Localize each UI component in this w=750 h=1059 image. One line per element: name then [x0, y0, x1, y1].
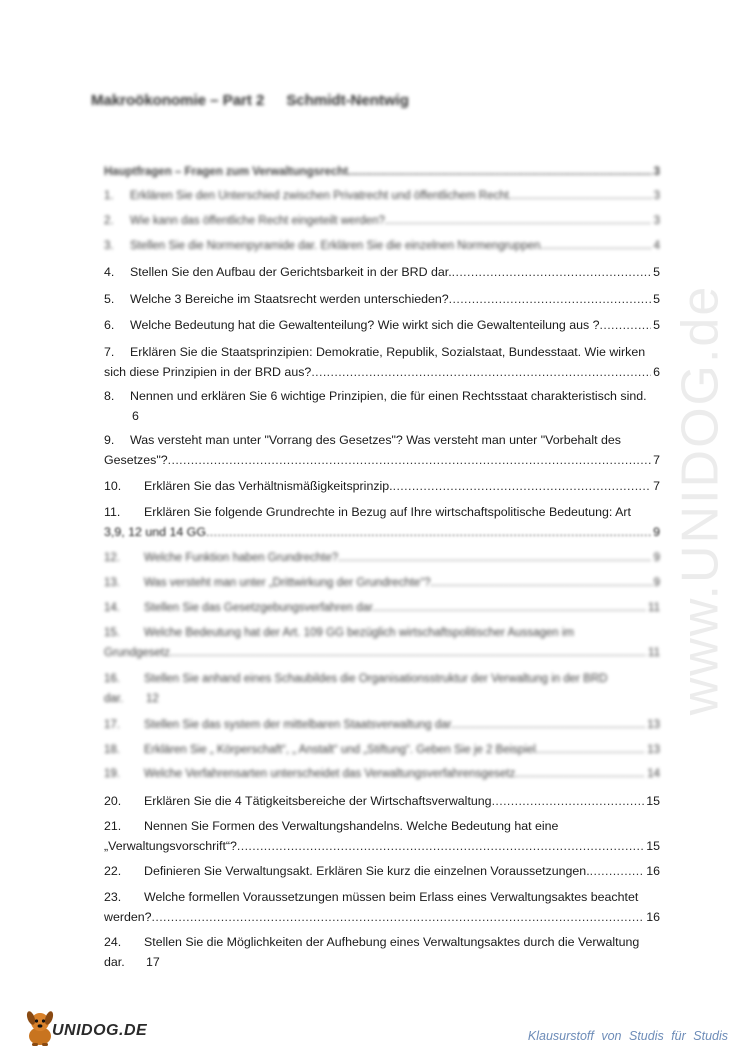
toc-entry-text: Stellen Sie die Normenpyramide dar. Erklären Sie die einzelnen Normengruppen [130, 240, 541, 252]
toc-entry-number: 12. [104, 552, 120, 564]
toc-page-number: 5 [653, 265, 660, 279]
toc-entry-number: 22. [104, 864, 122, 878]
toc-entry-22[interactable] [104, 861, 660, 881]
toc-page-number: 11 [648, 602, 660, 614]
toc-entry-number: 11. [104, 505, 121, 519]
toc-entry-text: Stellen Sie anhand eines Schaubildes die Organisationsstruktur der Verwaltung in der BRD [144, 673, 608, 685]
toc-page-number: 5 [653, 318, 660, 332]
dot-leader [600, 315, 652, 335]
toc-entry-2[interactable] [104, 211, 660, 231]
logo-text: UNIDOG.DE [52, 1022, 148, 1039]
toc-page-number: 6 [132, 409, 139, 423]
dot-leader [170, 643, 646, 663]
dot-leader [449, 289, 651, 309]
toc-entry-3[interactable] [104, 236, 660, 256]
dot-leader [540, 236, 651, 256]
toc-entry-6[interactable] [104, 315, 660, 335]
toc-entry-21[interactable] [104, 816, 660, 856]
toc-entry-number: 5. [104, 292, 115, 306]
toc-entry-text: Welche 3 Bereiche im Staatsrecht werden unterschieden? [130, 292, 449, 306]
toc-entry-text: Erklären Sie den Unterschied zwischen Privatrecht und öffentlichem Recht [130, 190, 509, 202]
toc-page-number: 9 [653, 525, 660, 539]
footer-tagline: Klausurstoff von Studis für Studis [527, 1029, 728, 1043]
toc-entry-number: 9. [104, 433, 115, 447]
toc-page-number: 13 [647, 719, 660, 731]
toc-entry-number: 24. [104, 935, 122, 949]
toc-entry-number: 8. [104, 389, 115, 403]
toc-entry-5[interactable] [104, 289, 660, 309]
dot-leader [311, 362, 651, 382]
toc-entry-23[interactable] [104, 887, 660, 927]
toc-entry-14[interactable] [104, 598, 660, 618]
toc-entry-text: Stellen Sie das Gesetzgebungsverfahren dar [144, 602, 373, 614]
dot-leader [338, 548, 651, 568]
document-title [91, 92, 409, 109]
toc-entry-text: Erklären Sie das Verhältnismäßigkeitsprinzip. [144, 479, 393, 493]
toc-entry-number: 19. [104, 768, 120, 780]
toc-entry-12[interactable] [104, 548, 660, 568]
toc-entry-text: Stellen Sie die Möglichkeiten der Aufhebung eines Verwaltungsaktes durch die Verwaltung [144, 935, 640, 949]
toc-page-number: 16 [646, 864, 660, 878]
toc-entry-text: Erklären Sie „ Körperschaft“, „ Anstalt“ und „Stiftung“. Geben Sie je 2 Beispiel [144, 744, 536, 756]
author-text: Schmidt-Nentwig [286, 92, 409, 109]
dot-leader [206, 522, 651, 542]
dot-leader [451, 715, 645, 735]
toc-entry-continuation: Grundgesetz [104, 647, 170, 659]
toc-entry-9[interactable] [104, 430, 660, 470]
toc-entry-number: 4. [104, 265, 115, 279]
dot-leader [431, 573, 652, 593]
toc-entry-continuation: dar. [104, 955, 125, 969]
toc-page-number: 13 [647, 744, 660, 756]
toc-page-number: 4 [653, 240, 660, 252]
toc-page-number: 3 [653, 215, 660, 227]
toc-entry-11[interactable] [104, 502, 660, 542]
toc-entry-text: Definieren Sie Verwaltungsakt. Erklären Sie kurz die einzelnen Voraussetzungen. [144, 864, 590, 878]
toc-page-number: 17 [146, 955, 160, 969]
toc-entry-16[interactable] [104, 669, 660, 709]
toc-entry-number: 17. [104, 719, 120, 731]
dot-leader [393, 476, 651, 496]
dot-leader [348, 162, 651, 182]
toc-page-number: 7 [653, 479, 660, 493]
toc-entry-text: Welche Bedeutung hat die Gewaltenteilung? Wie wirkt sich die Gewaltenteilung aus ? [130, 318, 600, 332]
dot-leader [492, 791, 645, 811]
toc-entry-text: Welche Funktion haben Grundrechte? [144, 552, 339, 564]
toc-entry-text: Erklären Sie die 4 Tätigkeitsbereiche der Wirtschaftsverwaltung [144, 794, 492, 808]
toc-entry-18[interactable] [104, 740, 660, 760]
toc-entry-15[interactable] [104, 623, 660, 663]
toc-entry-1[interactable] [104, 186, 660, 206]
toc-entry-8[interactable] [104, 386, 660, 426]
dot-leader [152, 907, 645, 927]
toc-page-number: 6 [653, 365, 660, 379]
toc-entry-text: Stellen Sie das system der mittelbaren Staatsverwaltung dar [144, 719, 452, 731]
toc-entry-17[interactable] [104, 715, 660, 735]
toc-page-number: 15 [646, 839, 660, 853]
toc-entry-text: Nennen und erklären Sie 6 wichtige Prinzipien, die für einen Rechtsstaat charakteristisch sind. [130, 389, 647, 403]
toc-entry-text: Stellen Sie den Aufbau der Gerichtsbarkeit in der BRD dar. [130, 265, 452, 279]
toc-entry-text: Welche Verfahrensarten unterscheidet das Verwaltungsverfahrensgesetz [144, 768, 516, 780]
dot-leader [452, 262, 651, 282]
toc-entry-text: Welche Bedeutung hat der Art. 109 GG bezüglich wirtschaftspolitischer Aussagen im [144, 627, 574, 639]
dot-leader [373, 598, 646, 618]
dot-leader [237, 836, 644, 856]
toc-heading[interactable] [104, 162, 660, 182]
toc-entry-number: 18. [104, 744, 120, 756]
toc-entry-continuation: Gesetzes"? [104, 453, 168, 467]
toc-entry-number: 16. [104, 673, 120, 685]
toc-page-number: 9 [653, 577, 660, 589]
toc-entry-number: 21. [104, 819, 122, 833]
toc-entry-number: 3. [104, 240, 114, 252]
toc-page-number: 3 [653, 166, 660, 178]
toc-entry-number: 6. [104, 318, 115, 332]
toc-entry-continuation: 3,9, 12 und 14 GG [104, 525, 206, 539]
toc-entry-number: 10. [104, 479, 122, 493]
toc-entry-number: 13. [104, 577, 120, 589]
toc-page-number: 16 [646, 910, 660, 924]
toc-entry-number: 1. [104, 190, 114, 202]
toc-entry-number: 2. [104, 215, 114, 227]
toc-entry-continuation: „Verwaltungsvorschrift“? [104, 839, 237, 853]
toc-entry-number: 15. [104, 627, 120, 639]
toc-page-number: 9 [653, 552, 660, 564]
dot-leader [536, 740, 645, 760]
toc-entry-number: 7. [104, 345, 115, 359]
toc-page-number: 7 [653, 453, 660, 467]
toc-entry-continuation: dar. [104, 693, 124, 705]
dot-leader [509, 186, 652, 206]
watermark [660, 260, 740, 740]
toc-entry-text: Welche formellen Voraussetzungen müssen beim Erlass eines Verwaltungsaktes beachtet [144, 890, 639, 904]
dot-leader [590, 861, 645, 881]
toc-entry-continuation: sich diese Prinzipien in der BRD aus? [104, 365, 312, 379]
toc-page-number: 15 [646, 794, 660, 808]
toc-entry-text: Was versteht man unter „Drittwirkung der Grundrechte“? [144, 577, 431, 589]
toc-page-number: 5 [653, 292, 660, 306]
unidog-logo[interactable] [22, 1008, 152, 1050]
toc-entry-text: Erklären Sie folgende Grundrechte in Bezug auf Ihre wirtschaftspolitische Bedeutung: Art [144, 505, 631, 519]
toc-entry-number: 23. [104, 890, 122, 904]
dot-leader [515, 764, 645, 784]
toc-page-number: 12 [146, 693, 159, 705]
toc-entry-text: Nennen Sie Formen des Verwaltungshandelns. Welche Bedeutung hat eine [144, 819, 559, 833]
watermark-text: www.UNIDOG.de [671, 284, 729, 716]
toc-entry-24[interactable] [104, 932, 660, 972]
toc-entry-20[interactable] [104, 791, 660, 811]
toc-entry-indent [104, 406, 130, 426]
toc-heading-text: Hauptfragen – Fragen zum Verwaltungsrecht [104, 166, 349, 178]
dot-leader [385, 211, 652, 231]
toc-entry-19[interactable] [104, 764, 660, 784]
toc-page-number: 3 [653, 190, 660, 202]
toc-entry-4[interactable] [104, 262, 660, 282]
toc-entry-continuation: werden? [104, 910, 152, 924]
toc-page-number: 14 [647, 768, 660, 780]
toc-entry-10[interactable] [104, 476, 660, 496]
title-text: Makroökonomie – Part 2 [91, 92, 265, 109]
toc-page-number: 11 [648, 647, 660, 659]
toc-entry-13[interactable] [104, 573, 660, 593]
dot-leader [168, 450, 651, 470]
toc-entry-number: 20. [104, 794, 122, 808]
toc-entry-text: Was versteht man unter "Vorrang des Gesetzes"? Was versteht man unter "Vorbehalt des [130, 433, 621, 447]
toc-entry-text: Wie kann das öffentliche Recht eingeteilt werden? [130, 215, 385, 227]
toc-entry-text: Erklären Sie die Staatsprinzipien: Demokratie, Republik, Sozialstaat, Bundesstaat. Wie wirken [130, 345, 646, 359]
toc-entry-7[interactable] [104, 342, 660, 382]
toc-entry-number: 14. [104, 602, 120, 614]
